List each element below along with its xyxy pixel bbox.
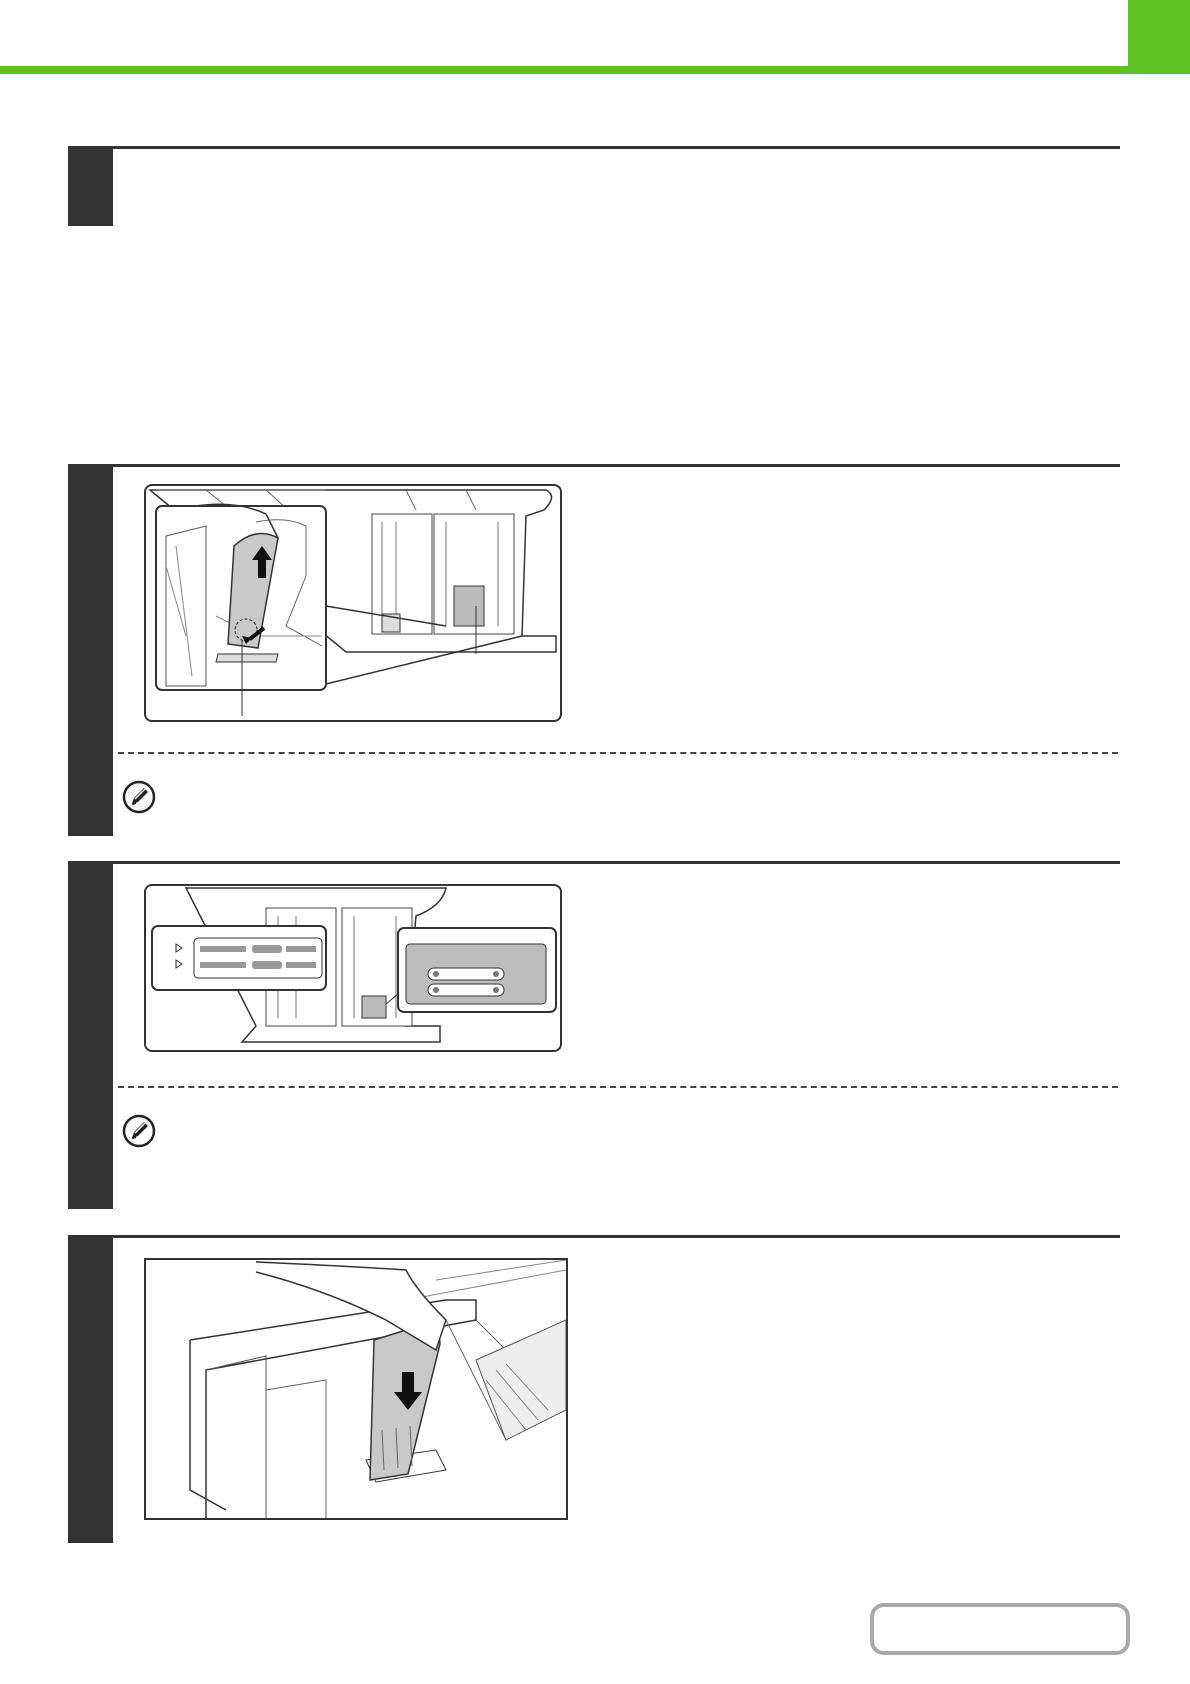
pencil-note-icon — [122, 1114, 156, 1148]
step-2-note-divider — [118, 752, 1118, 754]
contents-button[interactable] — [870, 1603, 1130, 1655]
step-1-rule — [68, 146, 1120, 149]
step-3-illustration — [144, 884, 562, 1052]
header-accent-rule — [0, 66, 1190, 74]
step-4-number-block — [68, 1235, 113, 1543]
tray-guide-insert-drawing — [146, 1260, 566, 1518]
pencil-note-icon — [122, 780, 156, 814]
step-4-illustration — [144, 1258, 568, 1520]
chapter-tab[interactable] — [1128, 0, 1190, 70]
step-2-number-block — [68, 464, 113, 836]
step-4-rule — [68, 1235, 1120, 1238]
step-3-rule — [68, 861, 1120, 864]
page-header — [0, 0, 1190, 74]
step-3-number-block — [68, 861, 113, 1209]
tray-guide-lift-drawing — [146, 486, 560, 720]
step-1-number-block — [68, 146, 113, 226]
tray-size-scale-drawing — [146, 886, 560, 1050]
step-3-note-divider — [118, 1086, 1118, 1088]
step-2-illustration — [144, 484, 562, 722]
step-2-rule — [68, 464, 1120, 467]
